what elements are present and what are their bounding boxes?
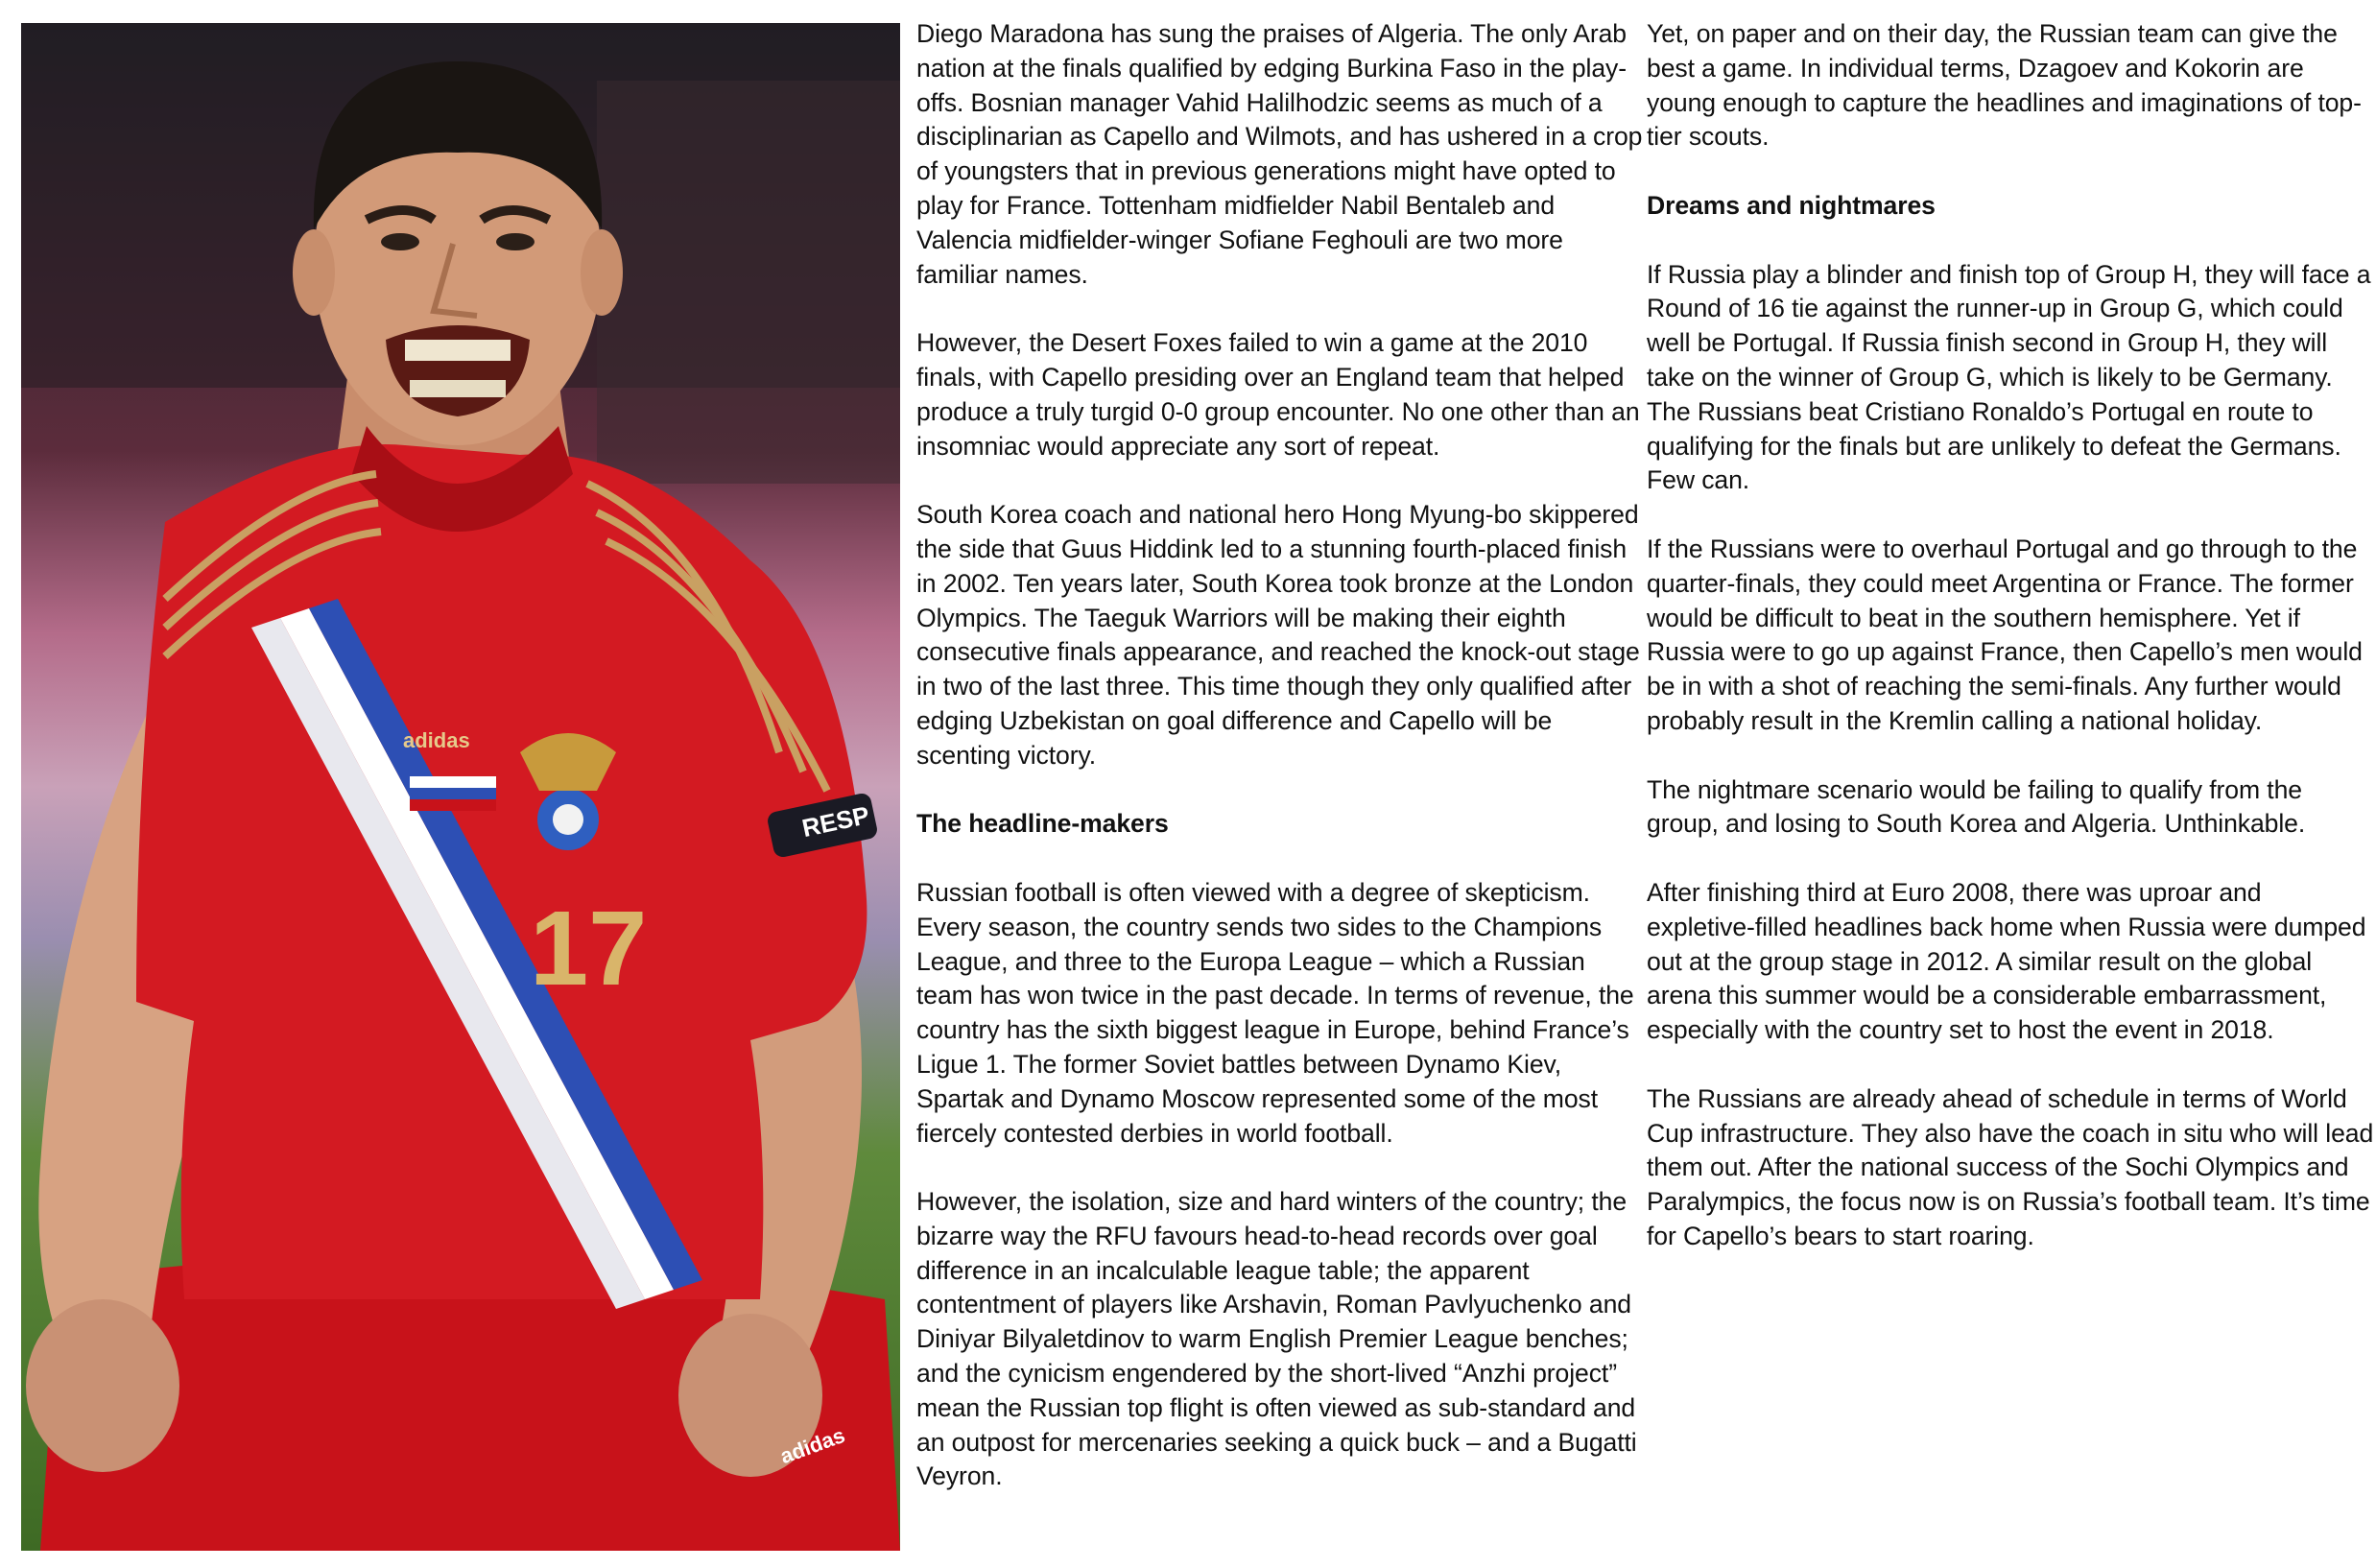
jersey-number: 17 — [530, 890, 648, 1008]
section-heading: Dreams and nightmares — [1647, 190, 1936, 220]
paragraph: The nightmare scenario would be failing to qualify from the group, and losing to South Korea and Algeria. Unthinkable. — [1647, 774, 2306, 839]
paragraph: If the Russians were to overhaul Portugal and go through to the quarter-finals, they could meet Argentina or France. The former would be difficult to beat in the southern hemisphere. Yet if Russia were to go up against France, then Capello’s men would be in with a shot of reaching the semi-finals. Any further would probably result in the Kremlin calling a national holiday. — [1647, 534, 2363, 735]
paragraph: If Russia play a blinder and finish top of Group H, they will face a Round of 16 tie against the runner-up in Group G, which could well be Portugal. If Russia finish second in Group H, they will take on the winner of Group G, which is likely to be Germany. The Russians beat Cristiano Ronaldo’s Portugal en route to qualifying for the finals but are unlikely to defeat the Germans. Few can. — [1647, 259, 2371, 495]
jersey-brand-label: adidas — [403, 728, 470, 752]
player-illustration — [21, 23, 900, 1551]
article-column-right — [1647, 17, 2376, 1288]
article-column-left — [916, 17, 1646, 1529]
player-photo — [21, 23, 900, 1551]
paragraph: Diego Maradona has sung the praises of Algeria. The only Arab nation at the finals qualified by edging Burkina Faso in the play-offs. Bosnian manager Vahid Halilhodzic seems as much of a disciplinarian as Capello and Wilmots, and has ushered in a crop of youngsters that in previous generations might have opted to play for France. Tottenham midfielder Nabil Bentaleb and Valencia midfielder-winger Sofiane Feghouli are two more familiar names. — [916, 19, 1643, 289]
paragraph: However, the isolation, size and hard winters of the country; the bizarre way the RFU favours head-to-head records over goal difference in an incalculable league table; the apparent contentment of players like Arshavin, Roman Pavlyuchenko and Diniyar Bilyaletdinov to warm English Premier League benches; and the cynicism engendered by the short-lived “Anzhi project” mean the Russian top flight is often viewed as sub-standard and an outpost for mercenaries seeking a quick buck – and a Bugatti Veyron. — [916, 1187, 1637, 1491]
paragraph: South Korea coach and national hero Hong Myung-bo skippered the side that Guus Hiddink led to a stunning fourth-placed finish in 2002. Ten years later, South Korea took bronze at the London Olympics. The Taeguk Warriors will be making their eighth consecutive finals appearance, and reached the knock-out stage in two of the last three. This time though they only qualified after edging Uzbekistan on goal difference and Capello will be scenting victory. — [916, 500, 1640, 770]
armband-text: RESP — [799, 799, 872, 843]
paragraph: Russian football is often viewed with a degree of skepticism. Every season, the country sends two sides to the Champions League, and three to the Europa League – which a Russian team has won twice in the past decade. In terms of revenue, the country has the sixth biggest league in Europe, behind France’s Ligue 1. The former Soviet battles between Dynamo Kiev, Spartak and Dynamo Moscow represented some of the most fiercely contested derbies in world football. — [916, 877, 1634, 1148]
paragraph: Yet, on paper and on their day, the Russian team can give the best a game. In individual terms, Dzagoev and Kokorin are young enough to capture the headlines and imaginations of top-tier scouts. — [1647, 19, 2362, 152]
sleeve-brand-label: adidas — [776, 1422, 848, 1469]
paragraph: The Russians are already ahead of schedule in terms of World Cup infrastructure. They also have the coach in situ who will lead them out. After the national success of the Sochi Olympics and Paralympics, the focus now is on Russia’s football team. It’s time for Capello’s bears to start roaring. — [1647, 1083, 2374, 1250]
paragraph: After finishing third at Euro 2008, there was uproar and expletive-filled headlines back home when Russia were dumped out at the group stage in 2012. A similar result on the global arena this summer would be a considerable embarrassment, especially with the country set to host the event in 2018. — [1647, 877, 2366, 1045]
paragraph: However, the Desert Foxes failed to win a game at the 2010 finals, with Capello presiding over an England team that helped produce a truly turgid 0-0 group encounter. No one other than an insomniac would appreciate any sort of repeat. — [916, 328, 1640, 461]
section-heading: The headline-makers — [916, 809, 1169, 839]
